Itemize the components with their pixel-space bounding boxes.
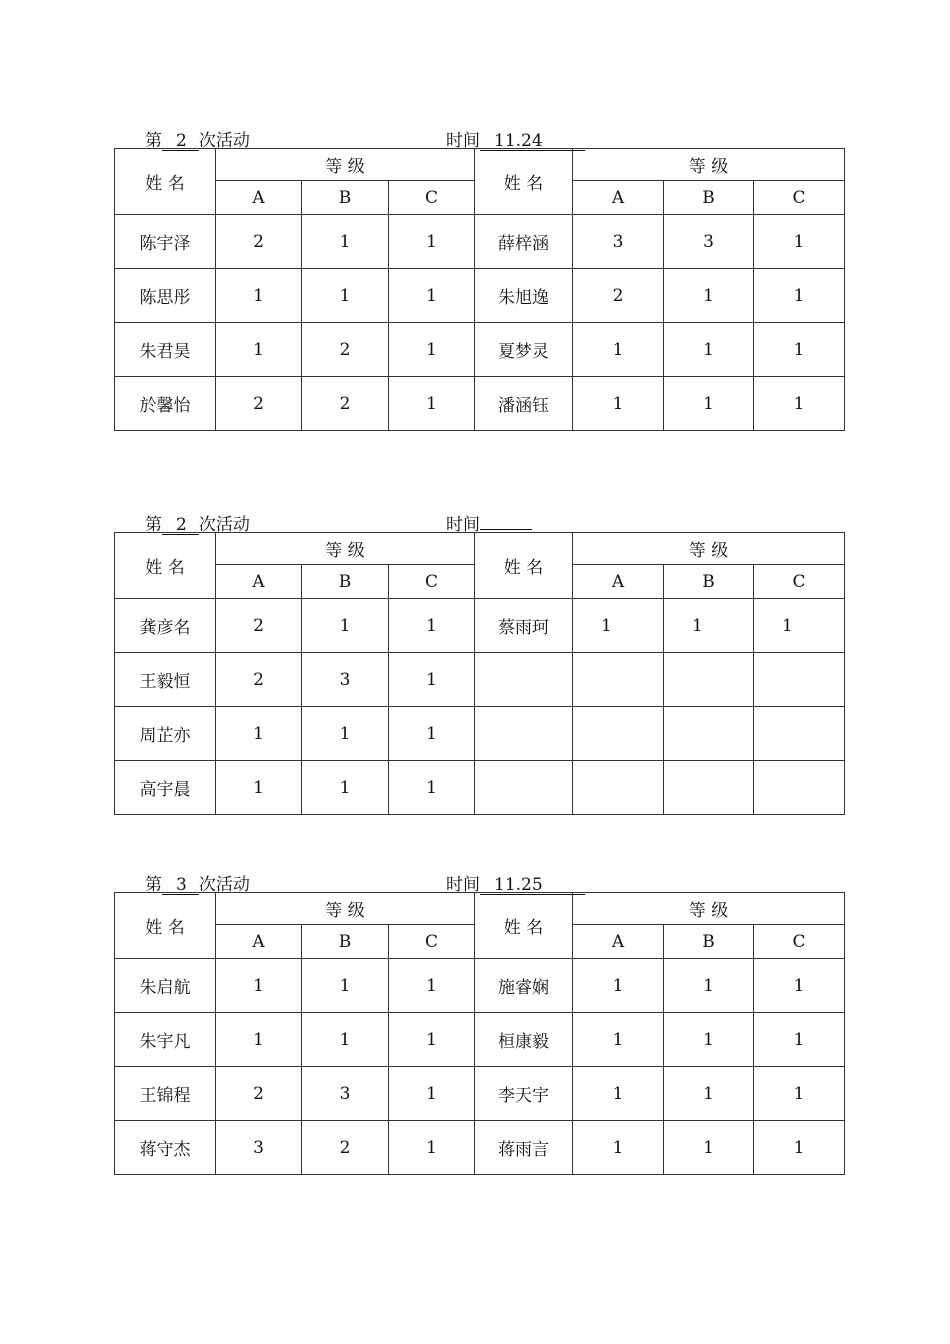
grade-a-value xyxy=(573,707,664,761)
student-name xyxy=(475,761,573,815)
grade-a-value: 1 xyxy=(573,1067,664,1121)
student-name: 周芷亦 xyxy=(115,707,216,761)
grade-c-value: 1 xyxy=(389,761,475,815)
time-label: 时间 xyxy=(446,515,480,535)
name-header: 姓 名 xyxy=(115,893,216,959)
activity-title xyxy=(145,126,250,151)
student-name: 高宇晨 xyxy=(115,761,216,815)
grade-c-value: 1 xyxy=(389,1013,475,1067)
grade-c-value: 1 xyxy=(389,1121,475,1175)
grade-c-value: 1 xyxy=(389,599,475,653)
grade-a-value: 1 xyxy=(216,959,302,1013)
activity-prefix: 第 xyxy=(145,515,162,535)
grade-c-header: C xyxy=(389,565,475,599)
table-row xyxy=(115,599,845,653)
grade-b-value: 1 xyxy=(664,269,754,323)
grade-b-header: B xyxy=(664,925,754,959)
activity-time xyxy=(446,870,585,895)
student-name: 陈宇泽 xyxy=(115,215,216,269)
grade-b-header: B xyxy=(302,925,389,959)
grade-a-value: 2 xyxy=(216,1067,302,1121)
grade-a-value: 1 xyxy=(573,323,664,377)
time-label: 时间 xyxy=(446,875,480,895)
student-name: 李天宇 xyxy=(475,1067,573,1121)
grade-c-value: 1 xyxy=(389,1067,475,1121)
grade-c-value: 1 xyxy=(389,959,475,1013)
grade-a-value: 1 xyxy=(573,959,664,1013)
activity-suffix: 次活动 xyxy=(198,131,250,151)
activity-section xyxy=(114,870,844,1175)
student-name: 蒋雨言 xyxy=(475,1121,573,1175)
grade-c-value: 1 xyxy=(754,599,845,653)
grade-b-value: 1 xyxy=(302,761,389,815)
table-row xyxy=(115,323,845,377)
table-row xyxy=(115,269,845,323)
activity-suffix: 次活动 xyxy=(198,875,250,895)
student-name xyxy=(475,653,573,707)
grade-a-value: 2 xyxy=(216,215,302,269)
activity-section xyxy=(114,126,844,431)
time-label: 时间 xyxy=(446,131,480,151)
grade-header: 等 级 xyxy=(216,533,475,565)
activity-number: 3 xyxy=(162,877,199,895)
header-row xyxy=(115,149,845,181)
name-header: 姓 名 xyxy=(475,149,573,215)
grade-b-value: 2 xyxy=(302,323,389,377)
activity-section xyxy=(114,510,844,815)
grade-a-header: A xyxy=(216,925,302,959)
grade-c-header: C xyxy=(754,925,845,959)
student-name: 薛梓涵 xyxy=(475,215,573,269)
grade-c-value: 1 xyxy=(754,377,845,431)
grade-a-value: 3 xyxy=(573,215,664,269)
grade-b-value: 1 xyxy=(302,1013,389,1067)
grade-a-value: 2 xyxy=(216,653,302,707)
grade-c-value xyxy=(754,653,845,707)
grade-c-header: C xyxy=(389,925,475,959)
grade-b-header: B xyxy=(302,565,389,599)
grade-b-value: 1 xyxy=(664,1013,754,1067)
grade-b-value: 1 xyxy=(302,959,389,1013)
grade-c-value xyxy=(754,761,845,815)
header-row xyxy=(115,533,845,565)
grade-b-value xyxy=(664,653,754,707)
grade-c-value: 1 xyxy=(754,1067,845,1121)
grade-table xyxy=(114,892,845,1175)
grade-c-value: 1 xyxy=(389,377,475,431)
grade-c-value: 1 xyxy=(754,1121,845,1175)
grade-b-header: B xyxy=(664,181,754,215)
grade-a-header: A xyxy=(573,925,664,959)
name-header: 姓 名 xyxy=(115,149,216,215)
grade-header: 等 级 xyxy=(573,893,845,925)
grade-c-value: 1 xyxy=(389,653,475,707)
grade-b-value xyxy=(664,761,754,815)
time-value xyxy=(480,529,532,530)
student-name: 朱旭逸 xyxy=(475,269,573,323)
grade-a-value: 1 xyxy=(573,1013,664,1067)
student-name: 蒋守杰 xyxy=(115,1121,216,1175)
student-name: 蔡雨珂 xyxy=(475,599,573,653)
grade-header: 等 级 xyxy=(573,149,845,181)
table-row xyxy=(115,1013,845,1067)
activity-number: 2 xyxy=(162,133,199,151)
grade-a-header: A xyxy=(216,181,302,215)
activity-caption xyxy=(114,870,844,895)
name-header: 姓 名 xyxy=(475,893,573,959)
grade-b-value: 2 xyxy=(302,1121,389,1175)
grade-b-value: 1 xyxy=(664,377,754,431)
grade-c-value: 1 xyxy=(754,269,845,323)
grade-b-value: 1 xyxy=(302,215,389,269)
grade-b-value: 2 xyxy=(302,377,389,431)
grade-a-header: A xyxy=(573,565,664,599)
grade-a-value: 2 xyxy=(216,599,302,653)
grade-a-value xyxy=(573,761,664,815)
student-name: 朱启航 xyxy=(115,959,216,1013)
student-name xyxy=(475,707,573,761)
grade-b-header: B xyxy=(302,181,389,215)
student-name: 王毅恒 xyxy=(115,653,216,707)
grade-a-value: 1 xyxy=(216,1013,302,1067)
grade-header: 等 级 xyxy=(573,533,845,565)
grade-c-header: C xyxy=(389,181,475,215)
grade-c-value: 1 xyxy=(754,323,845,377)
grade-b-value: 1 xyxy=(664,959,754,1013)
activity-prefix: 第 xyxy=(145,131,162,151)
time-value: 11.25 xyxy=(480,877,585,895)
student-name: 陈思彤 xyxy=(115,269,216,323)
grade-a-value xyxy=(573,653,664,707)
grade-c-value: 1 xyxy=(389,707,475,761)
student-name: 施睿娴 xyxy=(475,959,573,1013)
activity-title xyxy=(145,510,250,535)
grade-a-value: 2 xyxy=(573,269,664,323)
student-name: 潘涵钰 xyxy=(475,377,573,431)
grade-c-header: C xyxy=(754,181,845,215)
grade-a-value: 1 xyxy=(216,707,302,761)
activity-prefix: 第 xyxy=(145,875,162,895)
student-name: 於馨怡 xyxy=(115,377,216,431)
table-row xyxy=(115,959,845,1013)
grade-c-value: 1 xyxy=(389,269,475,323)
grade-a-header: A xyxy=(216,565,302,599)
table-row xyxy=(115,707,845,761)
grade-b-value: 1 xyxy=(302,707,389,761)
activity-suffix: 次活动 xyxy=(198,515,250,535)
grade-table xyxy=(114,148,845,431)
grade-a-value: 1 xyxy=(573,599,664,653)
grade-b-value: 3 xyxy=(664,215,754,269)
grade-a-value: 1 xyxy=(216,323,302,377)
grade-c-value: 1 xyxy=(754,1013,845,1067)
grade-b-value: 1 xyxy=(302,269,389,323)
grade-c-value: 1 xyxy=(389,323,475,377)
table-row xyxy=(115,377,845,431)
activity-title xyxy=(145,870,250,895)
grade-b-value xyxy=(664,707,754,761)
name-header: 姓 名 xyxy=(115,533,216,599)
grade-table xyxy=(114,532,845,815)
grade-header: 等 级 xyxy=(216,149,475,181)
grade-a-value: 1 xyxy=(216,269,302,323)
activity-time xyxy=(446,126,585,151)
grade-a-value: 1 xyxy=(573,377,664,431)
grade-b-value: 1 xyxy=(664,599,754,653)
grade-a-header: A xyxy=(573,181,664,215)
student-name: 朱君昊 xyxy=(115,323,216,377)
table-row xyxy=(115,1067,845,1121)
grade-c-value: 1 xyxy=(754,959,845,1013)
student-name: 夏梦灵 xyxy=(475,323,573,377)
student-name: 桓康毅 xyxy=(475,1013,573,1067)
activity-caption xyxy=(114,510,844,535)
grade-b-value: 1 xyxy=(664,1121,754,1175)
grade-c-value xyxy=(754,707,845,761)
table-row xyxy=(115,215,845,269)
name-header: 姓 名 xyxy=(475,533,573,599)
grade-b-value: 3 xyxy=(302,1067,389,1121)
student-name: 龚彦名 xyxy=(115,599,216,653)
grade-b-value: 1 xyxy=(664,1067,754,1121)
grade-a-value: 2 xyxy=(216,377,302,431)
grade-c-header: C xyxy=(754,565,845,599)
grade-b-value: 3 xyxy=(302,653,389,707)
activity-caption xyxy=(114,126,844,151)
table-row xyxy=(115,1121,845,1175)
student-name: 朱宇凡 xyxy=(115,1013,216,1067)
time-value: 11.24 xyxy=(480,133,585,151)
grade-a-value: 1 xyxy=(216,761,302,815)
table-row xyxy=(115,761,845,815)
header-row xyxy=(115,893,845,925)
grade-a-value: 1 xyxy=(573,1121,664,1175)
table-row xyxy=(115,653,845,707)
student-name: 王锦程 xyxy=(115,1067,216,1121)
grade-c-value: 1 xyxy=(754,215,845,269)
grade-a-value: 3 xyxy=(216,1121,302,1175)
grade-b-value: 1 xyxy=(302,599,389,653)
activity-number: 2 xyxy=(162,517,199,535)
grade-header: 等 级 xyxy=(216,893,475,925)
grade-b-header: B xyxy=(664,565,754,599)
grade-c-value: 1 xyxy=(389,215,475,269)
grade-b-value: 1 xyxy=(664,323,754,377)
activity-time xyxy=(446,510,532,535)
